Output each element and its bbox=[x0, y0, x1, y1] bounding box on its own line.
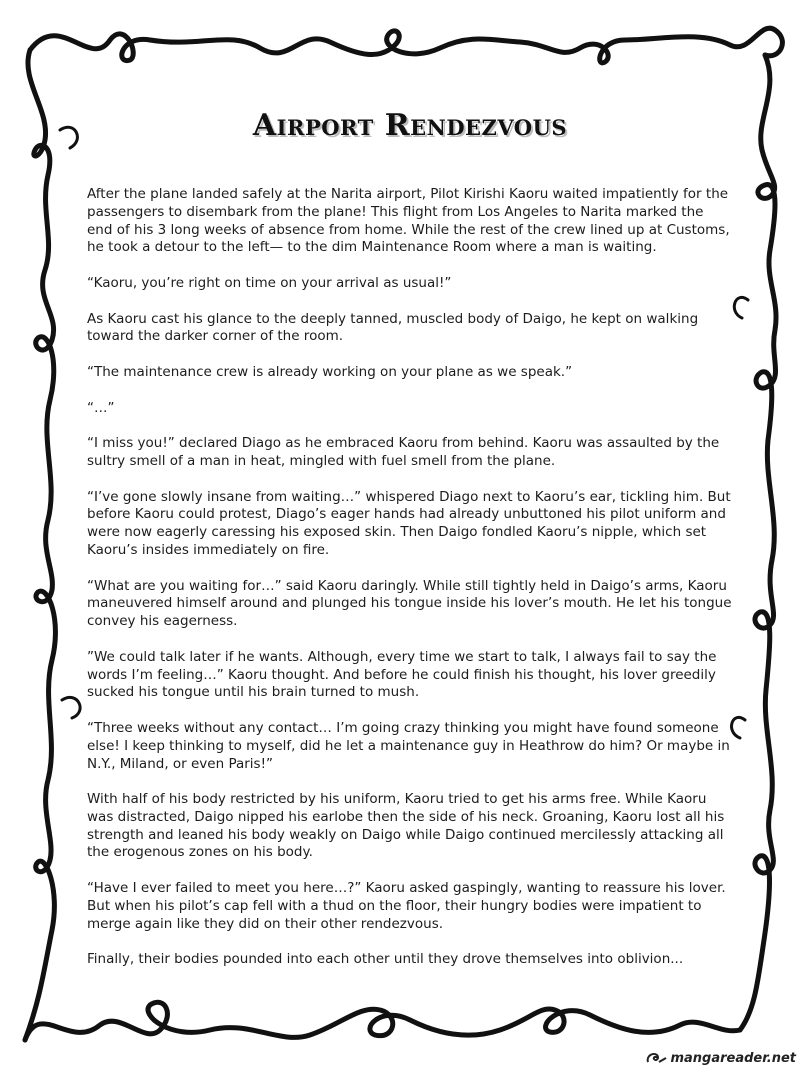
paragraph: “Three weeks without any contact… I’m going crazy thinking you might have found someone else! I keep thinking to myself, did he let a maintenance guy in Heathrow do him? Or maybe in N.Y., Miland, or even Paris!” bbox=[87, 719, 730, 772]
paragraph: “I miss you!” declared Diago as he embraced Kaoru from behind. Kaoru was assaulted by the sultry smell of a man in heat, mingled with fuel smell from the plane. bbox=[87, 435, 720, 469]
paragraph: As Kaoru cast his glance to the deeply tanned, muscled body of Daigo, he kept on walking toward the darker corner of the room. bbox=[87, 310, 699, 345]
paragraph: “The maintenance crew is already working on your plane as we speak.” bbox=[87, 363, 573, 380]
paragraph: ”We could talk later if he wants. Although, every time we start to talk, I always fail to say the words I’m feeling…” Kaoru thought. And before he could finish his thought, his lover greedily sucked his tongue until his brain turned to mush. bbox=[87, 648, 717, 701]
story-title: Airport Rendezvous bbox=[252, 108, 568, 143]
paragraph: After the plane landed safely at the Narita airport, Pilot Kirishi Kaoru waited impatiently for the passengers to disembark from the plane! This flight from Los Angeles to Narita marked the end of his 3 long weeks of absence from home. While the rest of the crew lined up at Customs, he took a detour to the left— to the dim Maintenance Room where a man is waiting. bbox=[87, 186, 730, 256]
spiral-logo-icon bbox=[645, 1050, 667, 1066]
paragraph: Finally, their bodies pounded into each other until they drove themselves into oblivion... bbox=[87, 951, 684, 968]
paragraph: “What are you waiting for…” said Kaoru daringly. While still tightly held in Daigo’s arms, Kaoru maneuvered himself around and plunged his tongue inside his lover’s mouth. He let his tongue convey his eagerness. bbox=[87, 577, 732, 630]
site-watermark bbox=[645, 1050, 796, 1066]
paragraph: “I’ve gone slowly insane from waiting…” whispered Diago next to Kaoru’s ear, tickling him. But before Kaoru could protest, Diago’s eager hands had already unbuttoned his pilot uniform and were now eagerly caressing his exposed skin. Then Daigo fondled Kaoru’s nipple, which set Kaoru’s insides immediately on fire. bbox=[87, 488, 731, 558]
watermark-text: mangareader.net bbox=[670, 1050, 796, 1066]
paragraph: “Kaoru, you’re right on time on your arrival as usual!” bbox=[87, 274, 452, 291]
paragraph: “…” bbox=[87, 399, 115, 416]
paragraph: With half of his body restricted by his uniform, Kaoru tried to get his arms free. While Kaoru was distracted, Daigo nipped his earlobe then the side of his neck. Groaning, Kaoru lost all his strength and leaned his body weakly on Daigo while Daigo continued mercilessly attacking all the erogenous zones on his body. bbox=[87, 791, 725, 861]
paragraph: “Have I ever failed to meet you here…?” Kaoru asked gaspingly, wanting to reassure his lover. But when his pilot’s cap fell with a thud on the floor, their hungry bodies were impatient to merge again like they did on their other rendezvous. bbox=[87, 880, 726, 932]
story-body bbox=[87, 186, 732, 987]
